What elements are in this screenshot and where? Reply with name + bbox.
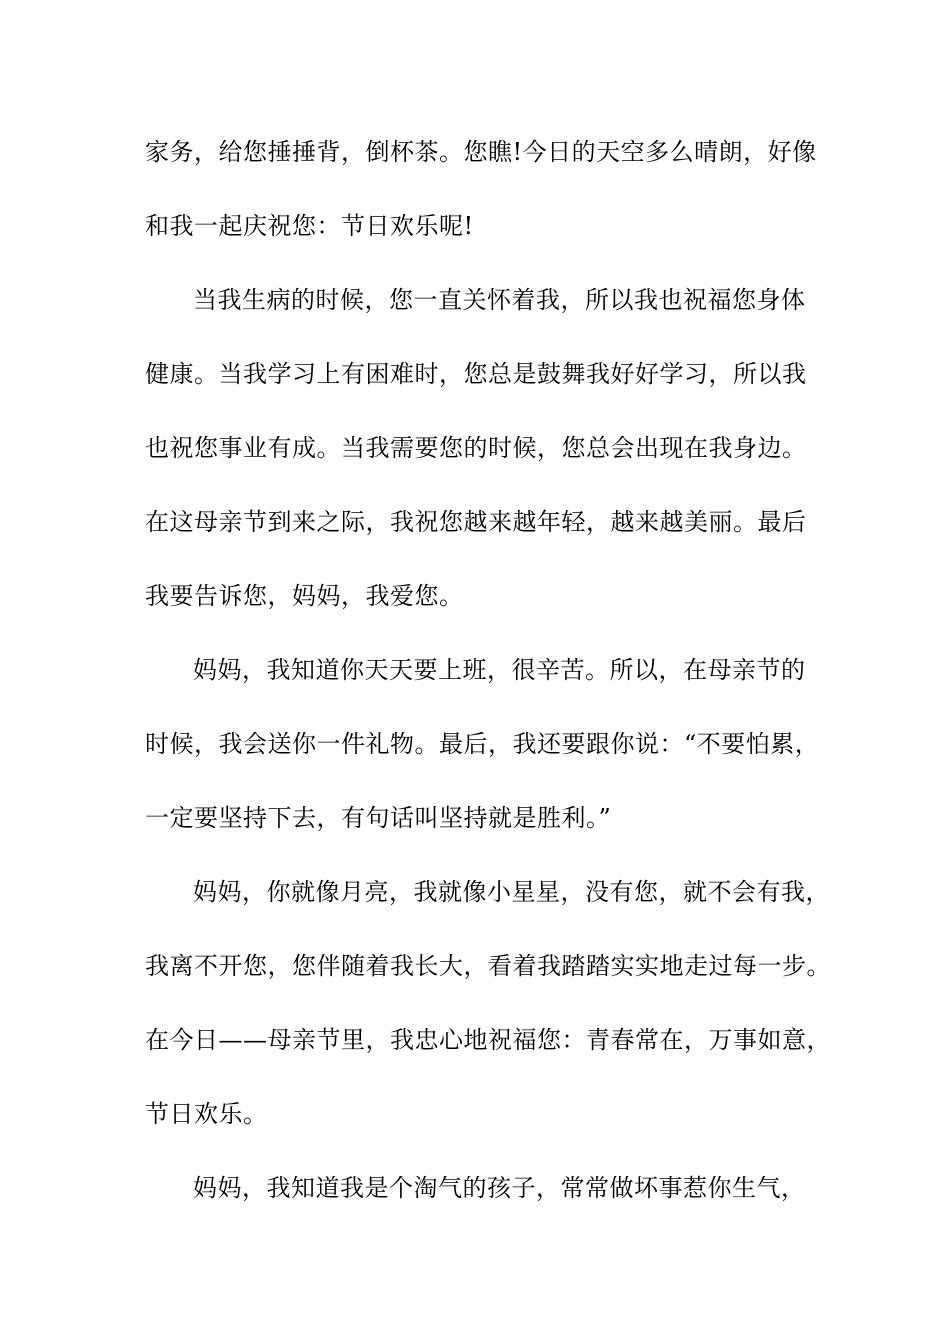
paragraph-start-line: 妈妈，我知道你天天要上班，很辛苦。所以，在母亲节的: [193, 656, 806, 684]
text-line: 家务，给您捶捶背，倒杯茶。您瞧!今日的天空多么晴朗，好像: [145, 138, 817, 166]
text-line: 在今日——母亲节里，我忠心地祝福您：青春常在，万事如意，: [145, 1026, 831, 1054]
text-line: 在这母亲节到来之际，我祝您越来越年轻，越来越美丽。最后: [145, 508, 807, 536]
text-line: 我要告诉您，妈妈，我爱您。: [145, 582, 464, 610]
text-line: 时候，我会送你一件礼物。最后，我还要跟你说：“不要怕累，: [145, 730, 820, 758]
text-line: 一定要坚持下去，有句话叫坚持就是胜利。”: [145, 804, 612, 832]
text-line: 也祝您事业有成。当我需要您的时候，您总会出现在我身边。: [145, 434, 807, 462]
text-line: 节日欢乐。: [145, 1100, 268, 1128]
text-line: 我离不开您，您伴随着我长大，看着我踏踏实实地走过每一步。: [145, 952, 831, 980]
text-line: 健康。当我学习上有困难时，您总是鼓舞我好好学习，所以我: [145, 360, 807, 388]
document-body: [145, 128, 831, 1238]
paragraph-start-line: 当我生病的时候，您一直关怀着我，所以我也祝福您身体: [193, 286, 806, 314]
paragraph-start-line: 妈妈，你就像月亮，我就像小星星，没有您，就不会有我，: [193, 878, 830, 906]
text-line: 和我一起庆祝您：节日欢乐呢!: [145, 212, 474, 240]
paragraph-start-line: 妈妈，我知道我是个淘气的孩子，常常做坏事惹你生气，: [193, 1174, 806, 1202]
